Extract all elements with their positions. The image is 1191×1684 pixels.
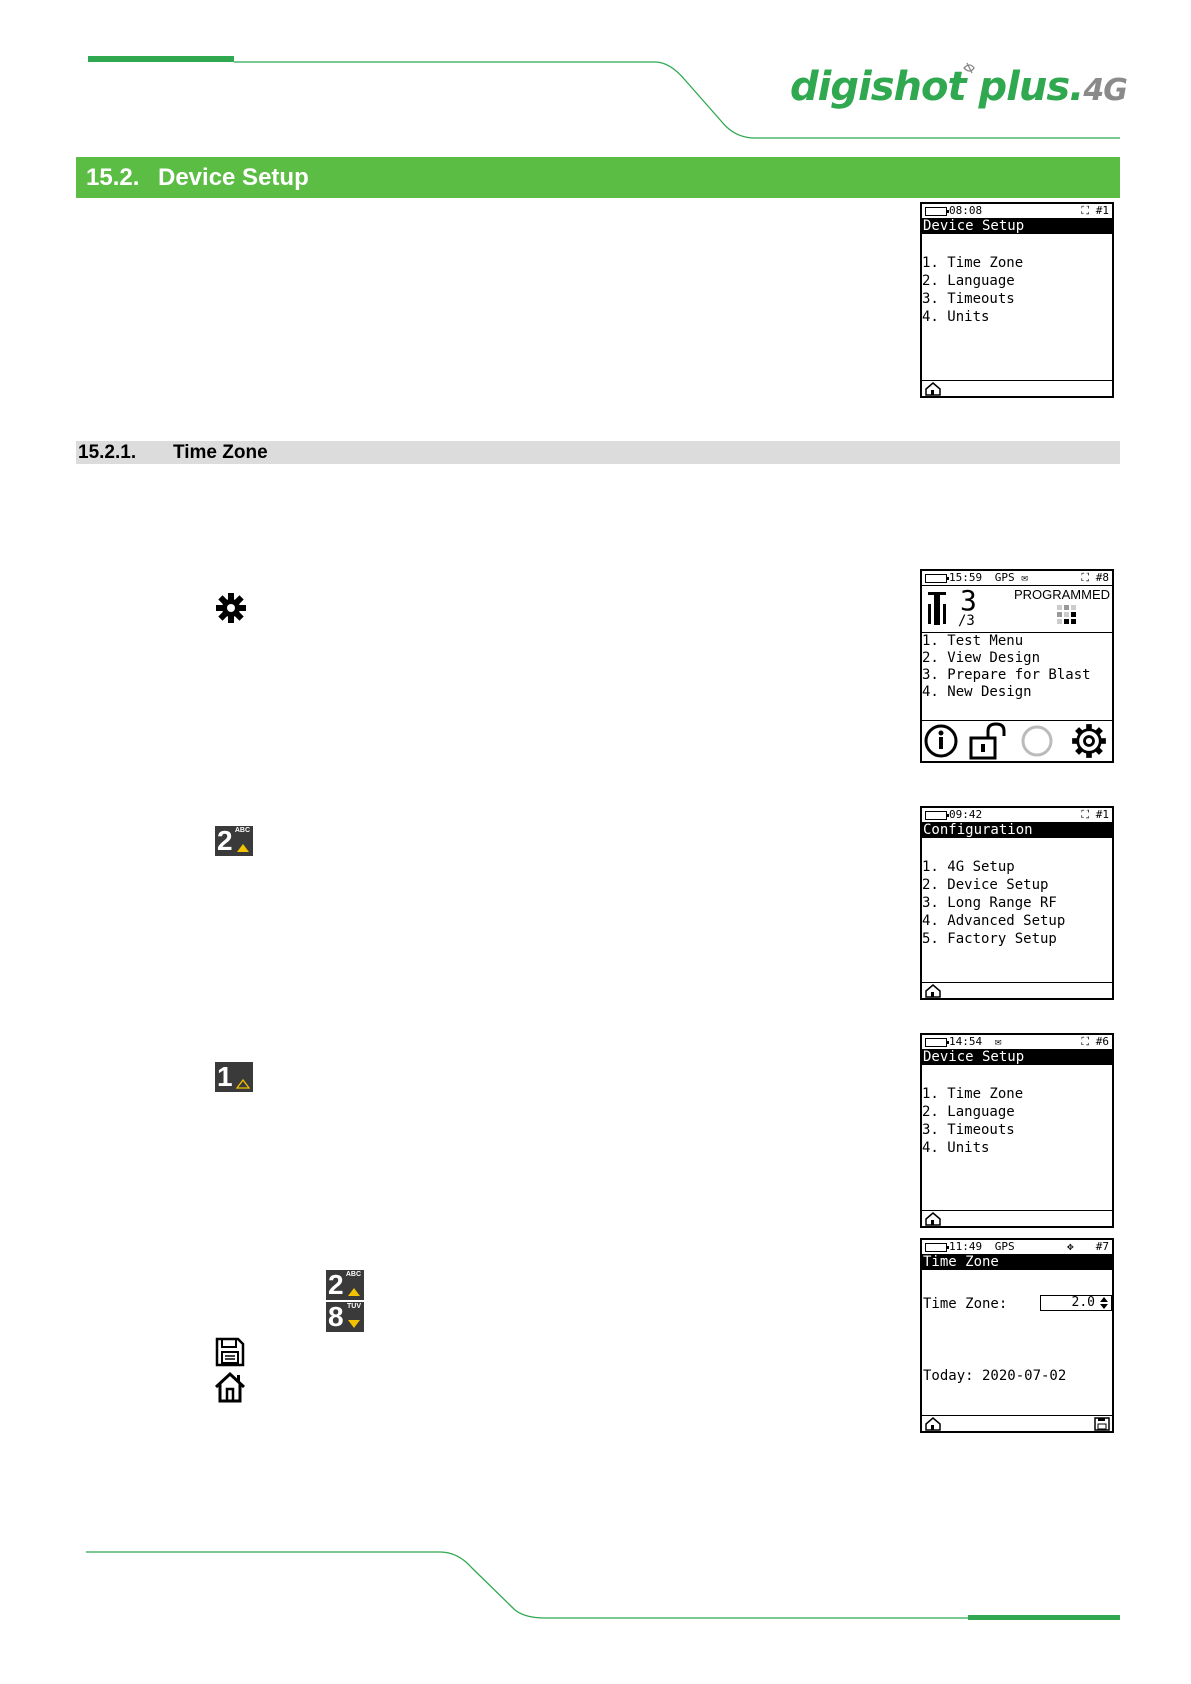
- menu-item-new-design[interactable]: 4. New Design: [922, 684, 1032, 700]
- time-zone-screen: [920, 1238, 1114, 1433]
- menu-item-units[interactable]: 4. Units: [922, 1140, 990, 1156]
- home-icon[interactable]: [924, 984, 942, 998]
- today-date: Today: 2020-07-02: [923, 1368, 1067, 1384]
- time-zone-label: Time Zone:: [923, 1296, 1008, 1312]
- unlock-icon[interactable]: [968, 722, 1008, 760]
- brand-logo: digishot plus.4G: [790, 64, 1127, 110]
- home-icon[interactable]: [924, 1417, 942, 1431]
- device-setup-screen-2: [920, 1033, 1114, 1228]
- device-setup-screen: [920, 202, 1114, 398]
- mail-icon: ✉: [994, 1035, 1002, 1048]
- menu-item-long-range-rf[interactable]: 3. Long Range RF: [922, 895, 1057, 911]
- key-2-icon: 2 ABC: [326, 1270, 364, 1300]
- menu-list: [922, 254, 1112, 326]
- programmed-status: PROGRAMMED: [1013, 587, 1110, 602]
- footer-line: [0, 1540, 1191, 1620]
- status-bar: 11:49 GPS ✥ #7: [922, 1240, 1112, 1255]
- detonator-total: /3: [958, 613, 975, 629]
- home-icon: [213, 1371, 247, 1403]
- detonator-count: 3: [960, 584, 977, 617]
- battery-icon: [925, 1038, 947, 1047]
- screen-title: Device Setup: [922, 219, 1112, 234]
- status-bar: 15:59 GPS ✉ ⛶ #8: [922, 571, 1112, 586]
- menu-item-timeouts[interactable]: 3. Timeouts: [922, 291, 1015, 307]
- home-screen: [920, 569, 1114, 763]
- menu-item-prepare-for-blast[interactable]: 3. Prepare for Blast: [922, 667, 1091, 683]
- grid-pattern-icon: [1056, 604, 1080, 628]
- save-icon[interactable]: [1094, 1417, 1110, 1431]
- key-1-icon: 1: [215, 1062, 253, 1092]
- status-bar: 14:54 ✉ ⛶ #6: [922, 1035, 1112, 1050]
- subsection-number: 15.2.1.: [78, 442, 137, 463]
- battery-icon: [925, 207, 947, 216]
- section-title: Device Setup: [158, 164, 309, 191]
- info-icon[interactable]: [924, 724, 960, 758]
- status-bar: 09:42 ⛶ #1: [922, 808, 1112, 823]
- menu-list: [922, 633, 1112, 701]
- menu-item-timeouts[interactable]: 3. Timeouts: [922, 1122, 1015, 1138]
- detonator-icon: [925, 590, 951, 628]
- menu-item-advanced-setup[interactable]: 4. Advanced Setup: [922, 913, 1066, 929]
- subsection-heading: [76, 441, 1120, 464]
- key-8-icon: 8 TUV: [326, 1302, 364, 1332]
- menu-item-language[interactable]: 2. Language: [922, 273, 1015, 289]
- menu-item-factory-setup[interactable]: 5. Factory Setup: [922, 931, 1057, 947]
- menu-list: [922, 858, 1112, 948]
- gear-icon: [215, 592, 247, 624]
- screen-title: Time Zone: [922, 1255, 1112, 1270]
- menu-list: [922, 1085, 1112, 1157]
- battery-icon: [925, 1243, 947, 1252]
- section-number: 15.2.: [86, 164, 140, 191]
- save-icon: [214, 1336, 246, 1368]
- status-bar: 08:08 ⛶ #1: [922, 204, 1112, 219]
- section-heading: [76, 157, 1120, 198]
- menu-item-test-menu[interactable]: 1. Test Menu: [922, 633, 1024, 649]
- circle-icon[interactable]: [1020, 724, 1056, 758]
- mail-icon: ✉: [1021, 571, 1028, 584]
- configuration-screen: [920, 806, 1114, 1000]
- navigation-arrows-icon: ✥: [1067, 1240, 1074, 1253]
- home-icon[interactable]: [924, 382, 942, 396]
- menu-item-time-zone[interactable]: 1. Time Zone: [922, 255, 1024, 271]
- menu-item-time-zone[interactable]: 1. Time Zone: [922, 1086, 1024, 1102]
- menu-item-units[interactable]: 4. Units: [922, 309, 990, 325]
- up-down-arrows-icon: [1099, 1297, 1109, 1309]
- battery-icon: [925, 574, 947, 583]
- menu-item-device-setup[interactable]: 2. Device Setup: [922, 877, 1049, 893]
- screen-title: Device Setup: [922, 1050, 1112, 1065]
- menu-item-4g-setup[interactable]: 1. 4G Setup: [922, 859, 1015, 875]
- subsection-title: Time Zone: [173, 442, 268, 463]
- menu-item-language[interactable]: 2. Language: [922, 1104, 1015, 1120]
- settings-gear-icon[interactable]: [1070, 723, 1108, 759]
- menu-item-view-design[interactable]: 2. View Design: [922, 650, 1041, 666]
- key-2-icon: 2 ABC: [215, 826, 253, 856]
- home-icon[interactable]: [924, 1212, 942, 1226]
- battery-icon: [925, 811, 947, 820]
- screen-title: Configuration: [922, 823, 1112, 838]
- time-zone-stepper[interactable]: 2.0: [1040, 1295, 1112, 1311]
